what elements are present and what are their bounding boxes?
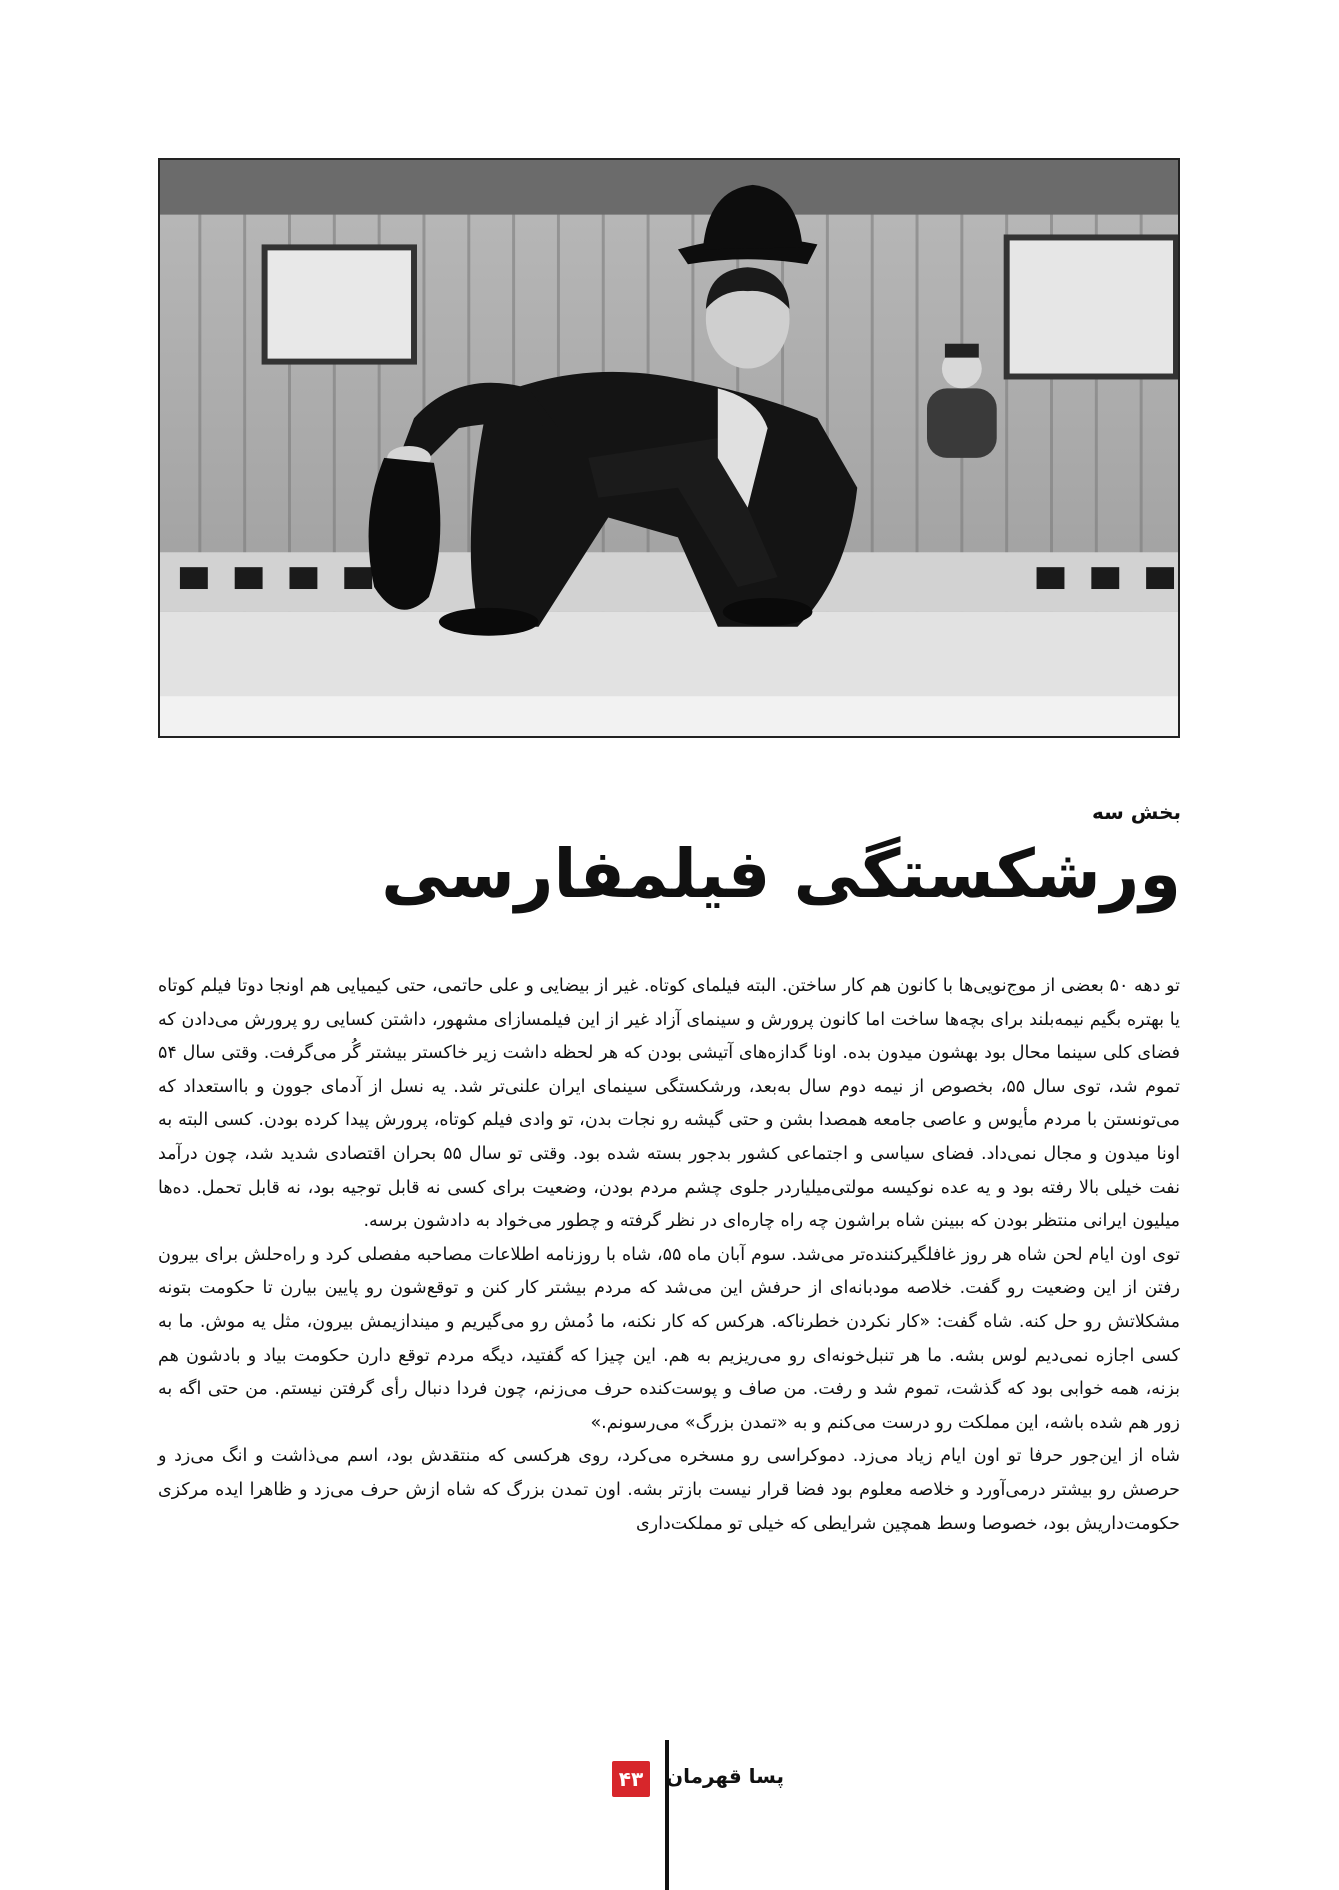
article-headline: ورشکستگی فیلمفارسی	[381, 835, 1181, 913]
body-paragraph-1: تو دهه ۵۰ بعضی از موج‌نویی‌ها با کانون هم کار ساختن. البته فیلمای کوتاه. غیر از بیضایی و علی حاتمی، حتی کیمیایی هم اونجا دوتا فیلم کوتاه یا بهتره بگیم نیمه‌بلند برای بچه‌ها ساخت اما کانون پرورش و سینمای آزاد غیر از این فیلمسازای مشهور، داشتن کسایی رو پرورش می‌دادن که فضای کلی سینما محال بود بهشون میدون بده. اونا گدازه‌های آتیشی بودن که هر لحظه داشت زیر خاکستر بیشتر گُر می‌گرفت. وقتی سال ۵۴ تموم شد، توی سال ۵۵، بخصوص از نیمه دوم سال به‌بعد، ورشکستگی سینمای ایران علنی‌تر شد. یه نسل از آدمای جوون و بااستعداد که می‌تونستن با مردم مأیوس و عاصی جامعه همصدا بشن و حتی گیشه رو نجات بدن، تو وادی فیلم کوتاه، پرورش پیدا کرده بودن. کسی البته به اونا میدون و مجال نمی‌داد. فضای سیاسی و اجتماعی کشور بدجور بسته شده بود. وقتی تو سال ۵۵ بحران اقتصادی شدید شد، چون درآمد نفت خیلی بالا رفته بود و یه عده نوکیسه مولتی‌میلیاردر جلوی چشم مردم بودن، وضعیت برای کسی نه قابل توجیه بود، نه قابل تحمل. ده‌ها میلیون ایرانی منتظر بودن که ببینن شاه براشون چه راه چاره‌ای در نظر گرفته و چطور می‌خواد به دادشون برسه.	[158, 976, 1180, 1232]
article-body	[158, 970, 1180, 1541]
magazine-title: پسا قهرمان	[666, 1764, 785, 1788]
footer-divider	[665, 1740, 669, 1890]
body-paragraph-3: شاه از این‌جور حرفا تو اون ایام زیاد می‌زد. دموکراسی رو مسخره می‌کرد، روی هرکسی که منتقدش بود، اسم می‌ذاشت و انگ می‌زد و حرصش رو بیشتر درمی‌آورد و خلاصه معلوم بود فضا قرار نیست بازتر بشه. اون تمدن بزرگ که شاه ازش حرف می‌زد و ظاهرا ایده مرکزی حکومت‌داریش بود، خصوصا وسط همچین شرایطی که خیلی تو مملکت‌داری	[158, 1446, 1180, 1534]
film-still-image	[160, 160, 1178, 736]
film-still-photo	[158, 158, 1180, 738]
body-paragraph-2: توی اون ایام لحن شاه هر روز غافلگیرکننده‌تر می‌شد. سوم آبان ماه ۵۵، شاه با روزنامه اطلاعات مصاحبه مفصلی کرد و راه‌حلش برای بیرون رفتن از این وضعیت رو گفت. خلاصه مودبانه‌ای از حرفش این می‌شد که مردم بیشتر کار کنن و توقع‌شون رو پایین بیارن تا حکومت بتونه مشکلاتش رو حل کنه. شاه گفت: «کار نکردن خطرناکه. هرکس که کار نکنه، ما دُمش رو می‌گیریم و میندازیمش بیرون، مثل یه موش. ما به کسی اجازه نمی‌دیم لوس بشه. ما هر تنبل‌خونه‌ای رو می‌ریزیم به هم. این چیزا که گفتید، دیگه مردم توقع دارن حکومت بیاد و بادشون هم بزنه، همه خوابی بود که گذشت، تموم شد و رفت. من صاف و پوست‌کنده حرف می‌زنم، چون فردا دنبال رأی گرفتن نیستم. من حتی اگه به زور هم شده باشه، این مملکت رو درست می‌کنم و به «تمدن بزرگ» می‌رسونم.»	[158, 1244, 1180, 1433]
section-label: بخش سه	[1092, 800, 1181, 824]
page-number-badge: ۴۳	[612, 1761, 650, 1797]
